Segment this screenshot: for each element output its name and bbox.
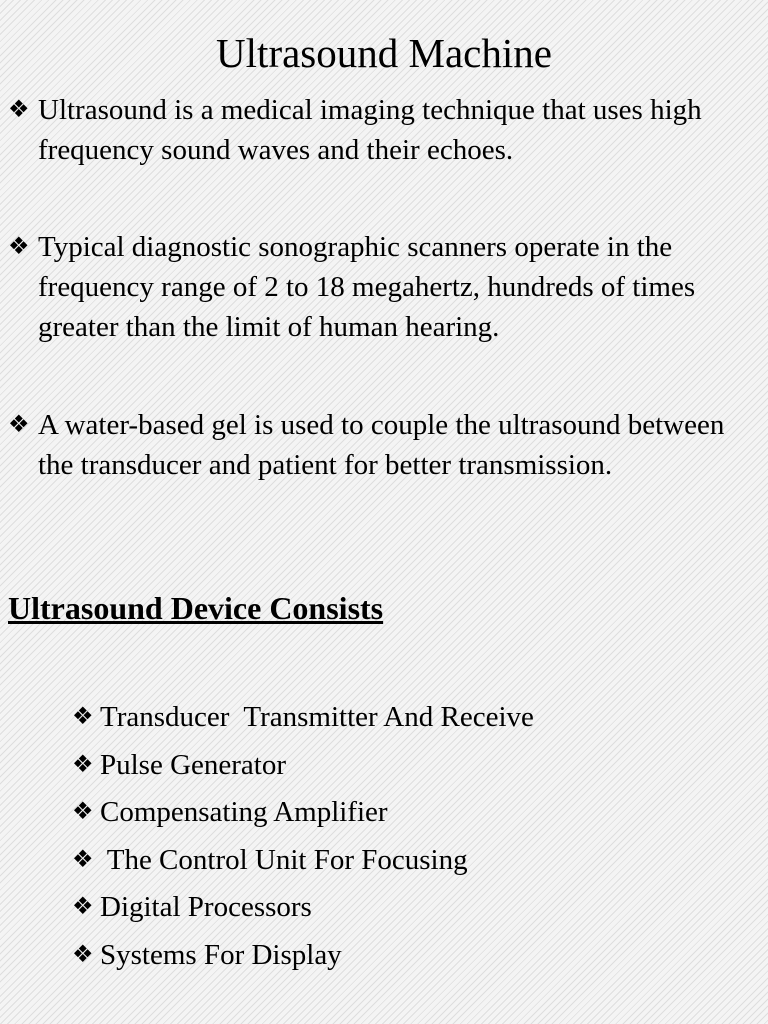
- diamond-bullet-icon: ❖: [72, 846, 94, 873]
- diamond-bullet-icon: ❖: [8, 412, 30, 438]
- list-item: [72, 694, 752, 742]
- list-item: [72, 789, 752, 837]
- diamond-bullet-icon: ❖: [72, 941, 94, 968]
- list-item: [72, 884, 752, 932]
- diamond-bullet-icon: ❖: [8, 97, 30, 123]
- component-list: [72, 694, 752, 979]
- bullet-point: [8, 227, 760, 347]
- list-item: [72, 742, 752, 790]
- list-item-text: The Control Unit For Focusing: [100, 843, 468, 876]
- diamond-bullet-icon: ❖: [72, 704, 94, 730]
- bullet-point: [8, 90, 760, 170]
- diamond-bullet-icon: ❖: [72, 799, 94, 825]
- diamond-bullet-icon: ❖: [8, 234, 30, 260]
- slide-title: Ultrasound Machine: [216, 30, 552, 76]
- list-item-text: Systems For Display: [100, 938, 342, 971]
- list-item: [72, 932, 752, 980]
- list-item-text: Compensating Amplifier: [100, 796, 388, 828]
- list-item-text: Pulse Generator: [100, 748, 287, 781]
- section-heading: Ultrasound Device Consists: [8, 590, 384, 626]
- bullet-point: [8, 405, 760, 485]
- bullet-text: A water-based gel is used to couple the ultrasound between the transducer and patient for better transmission.: [38, 409, 725, 481]
- list-item: [72, 837, 752, 885]
- diamond-bullet-icon: ❖: [72, 894, 94, 920]
- list-item-text: Digital Processors: [100, 891, 312, 923]
- bullet-text: Ultrasound is a medical imaging technique that uses high frequency sound waves and their echoes.: [38, 94, 702, 166]
- list-item-text: Transducer Transmitter And Receive: [100, 701, 534, 733]
- bullet-text: Typical diagnostic sonographic scanners operate in the frequency range of 2 to 18 megahertz, hundreds of times greater than the limit of human hearing.: [38, 231, 696, 343]
- diamond-bullet-icon: ❖: [72, 751, 94, 778]
